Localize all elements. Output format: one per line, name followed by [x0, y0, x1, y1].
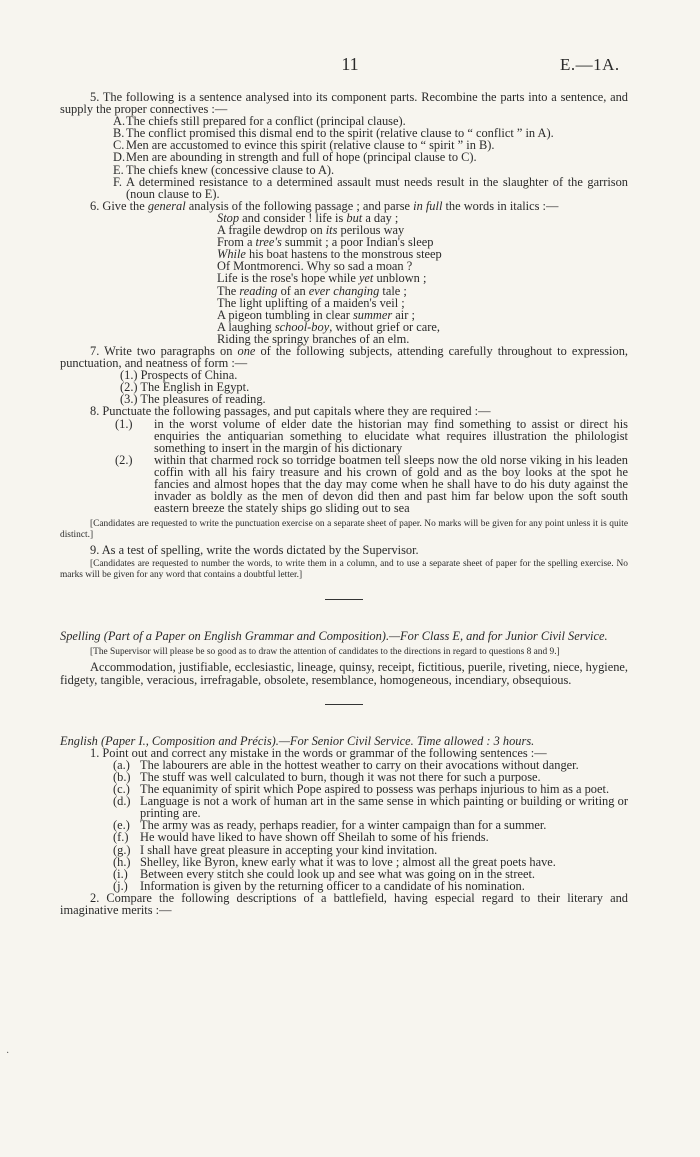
page-reference: E.—1A.	[560, 55, 620, 74]
english-title: English (Paper I., Composition and Précis).—For Senior Civil Service. Time allowed : 3 hours.	[60, 733, 535, 748]
poem-line: From a tree's summit ; a poor Indian's sleep	[217, 235, 434, 250]
q9-note: [Candidates are requested to number the words, to write them in a column, and to use a separate sheet of paper for the spelling exercise. No marks will be given for any word that contains a doubtful letter.]	[60, 559, 628, 581]
q7-intro: 7. Write two paragraphs on one of the following subjects, attending carefully throughout to expression, punctuation, and neatness of form :—	[60, 343, 628, 371]
english-q2: 2. Compare the following descriptions of a battlefield, having especial regard to their literary and imaginative merits :—	[60, 890, 628, 917]
item-label: (j.)	[113, 878, 128, 893]
q5-item-label: E.	[113, 162, 124, 177]
item-text: The stuff was well calculated to burn, though it was not there for such a purpose.	[140, 769, 541, 784]
item-text: The labourers are able in the hottest weather to carry on their avocations without danger.	[140, 757, 579, 772]
q5-item-text: Men are abounding in strength and full of hope (principal clause to C).	[126, 150, 477, 165]
q7-list	[60, 369, 628, 405]
poem-line: Stop and consider ! life is but a day ;	[217, 210, 399, 225]
q8-item-label: (2.)	[115, 452, 133, 467]
item-text: Information is given by the returning officer to a candidate of his nomination.	[140, 878, 525, 893]
item-text: Between every stitch she could look up and see what was going on in the street.	[140, 866, 536, 881]
q7-item: (3.) The pleasures of reading.	[120, 392, 266, 407]
item-text: The equanimity of spirit which Pope aspired to possess was perhaps injurious to him as a poet.	[140, 782, 610, 797]
item-text: He would have liked to have shown off Sheilah to some of his friends.	[140, 830, 489, 845]
q5-item-text: A determined resistance to a determined assault must needs result in the slaughter of the garrison (noun clause to E).	[126, 174, 628, 201]
poem-line: Life is the rose's hope while yet unblown ;	[217, 271, 427, 286]
item-label: (c.)	[113, 782, 130, 797]
q5-item-text: The chiefs still prepared for a conflict (principal clause).	[126, 114, 406, 129]
english-q1-item	[60, 795, 628, 819]
english-q1-list	[60, 759, 628, 892]
q8-note: [Candidates are requested to write the punctuation exercise on a separate sheet of paper. No marks will be given for any point unless it is quite distinct.]	[60, 519, 628, 541]
item-label: (f.)	[113, 830, 129, 845]
poem-line: Riding the springy branches of an elm.	[217, 331, 410, 346]
poem-line: The light uplifting of a maiden's veil ;	[217, 295, 405, 310]
margin-mark: ·	[6, 1048, 10, 1059]
item-label: (h.)	[113, 854, 131, 869]
q7-item: (1.) Prospects of China.	[120, 368, 238, 383]
q8-item	[60, 454, 628, 514]
q6-poem	[60, 212, 628, 345]
q5-item-label: D.	[113, 150, 126, 165]
q5-item-text: Men are accustomed to evince this spirit (relative clause to “ spirit ” in B).	[126, 138, 495, 153]
page-number: 11	[341, 54, 359, 74]
section-divider	[325, 599, 363, 600]
item-label: (i.)	[113, 866, 128, 881]
item-label: (e.)	[113, 818, 130, 833]
section-divider	[325, 704, 363, 705]
item-text: I shall have great pleasure in accepting your kind invitation.	[140, 842, 438, 857]
poem-line: A pigeon tumbling in clear summer air ;	[217, 307, 415, 322]
spelling-note: [The Supervisor will please be so good as to draw the attention of candidates to the directions in regard to questions 8 and 9.]	[90, 647, 560, 658]
item-text: Shelley, like Byron, knew early what it was to love ; almost all the great poets have.	[140, 854, 556, 869]
q8-intro: 8. Punctuate the following passages, and put capitals where they are required :—	[90, 404, 491, 419]
poem-line: A laughing school-boy, without grief or care,	[217, 319, 440, 334]
q8-item	[60, 418, 628, 454]
item-label: (g.)	[113, 842, 131, 857]
item-label: (a.)	[113, 757, 130, 772]
poem-line: Of Montmorenci. Why so sad a moan ?	[217, 259, 413, 274]
q5-item-text: The chiefs knew (concessive clause to A).	[126, 162, 335, 177]
q5-item-label: A.	[113, 114, 126, 129]
q8-item-label: (1.)	[115, 416, 133, 431]
q7-item: (2.) The English in Egypt.	[120, 380, 250, 395]
item-text: The army was as ready, perhaps readier, for a winter campaign than for a summer.	[140, 818, 547, 833]
q8-item-text: within that charmed rock so torridge boatmen tell sleeps now the old norse viking in his leaden coffin with all his fairy treasure and his crown of gold and as the boy looks at the spot he fancies and almost hopes that the day may come when he shall have to do his duty against the invader as boldly as the men of devon did then and past him far below upon the soft south eastern breeze the stately ships go sliding out to sea	[154, 452, 628, 516]
q5-item-label: B.	[113, 126, 125, 141]
q5-list	[60, 115, 628, 200]
english-q1-intro: 1. Point out and correct any mistake in the words or grammar of the following sentences :—	[90, 745, 547, 760]
q5-item-label: C.	[113, 138, 125, 153]
item-label: (d.)	[113, 794, 131, 809]
q6-intro: 6. Give the general analysis of the following passage ; and parse in full the words in italics :—	[90, 198, 559, 213]
q5-item-label: F.	[113, 174, 122, 189]
q5-item	[60, 176, 628, 200]
q8-item-text: in the worst volume of elder date the historian may find something to assist or direct his enquiries the antiquarian something to elucidate what requires illustration the philologist something to insert in the margin of his dictionary	[154, 416, 628, 455]
poem-line: A fragile dewdrop on its perilous way	[217, 223, 405, 238]
item-label: (b.)	[113, 769, 131, 784]
spelling-words: Accommodation, justifiable, ecclesiastic, lineage, quinsy, receipt, fictitious, puerile, riveting, niece, hygiene, fidgety, tangible, veracious, irrefragable, obsolete, resemblance, homogeneous, incendiary, obsequious.	[60, 660, 628, 687]
spelling-title: Spelling (Part of a Paper on English Grammar and Composition).—For Class E, and for Junior Civil Service.	[60, 629, 608, 644]
item-text: Language is not a work of human art in the same sense in which painting or building or writing or printing are.	[140, 794, 628, 821]
poem-line: While his boat hastens to the monstrous steep	[217, 247, 442, 262]
q9-text: 9. As a test of spelling, write the words dictated by the Supervisor.	[90, 543, 419, 558]
q5-item-text: The conflict promised this dismal end to the spirit (relative clause to “ conflict ” in A).	[126, 126, 554, 141]
q5-intro: 5. The following is a sentence analysed into its component parts. Recombine the parts into a sentence, and supply the proper connectives :—	[60, 90, 628, 117]
english-q1-item	[60, 880, 628, 892]
poem-line: The reading of an ever changing tale ;	[217, 283, 407, 298]
document-body	[60, 91, 628, 916]
q8-list	[60, 418, 628, 515]
